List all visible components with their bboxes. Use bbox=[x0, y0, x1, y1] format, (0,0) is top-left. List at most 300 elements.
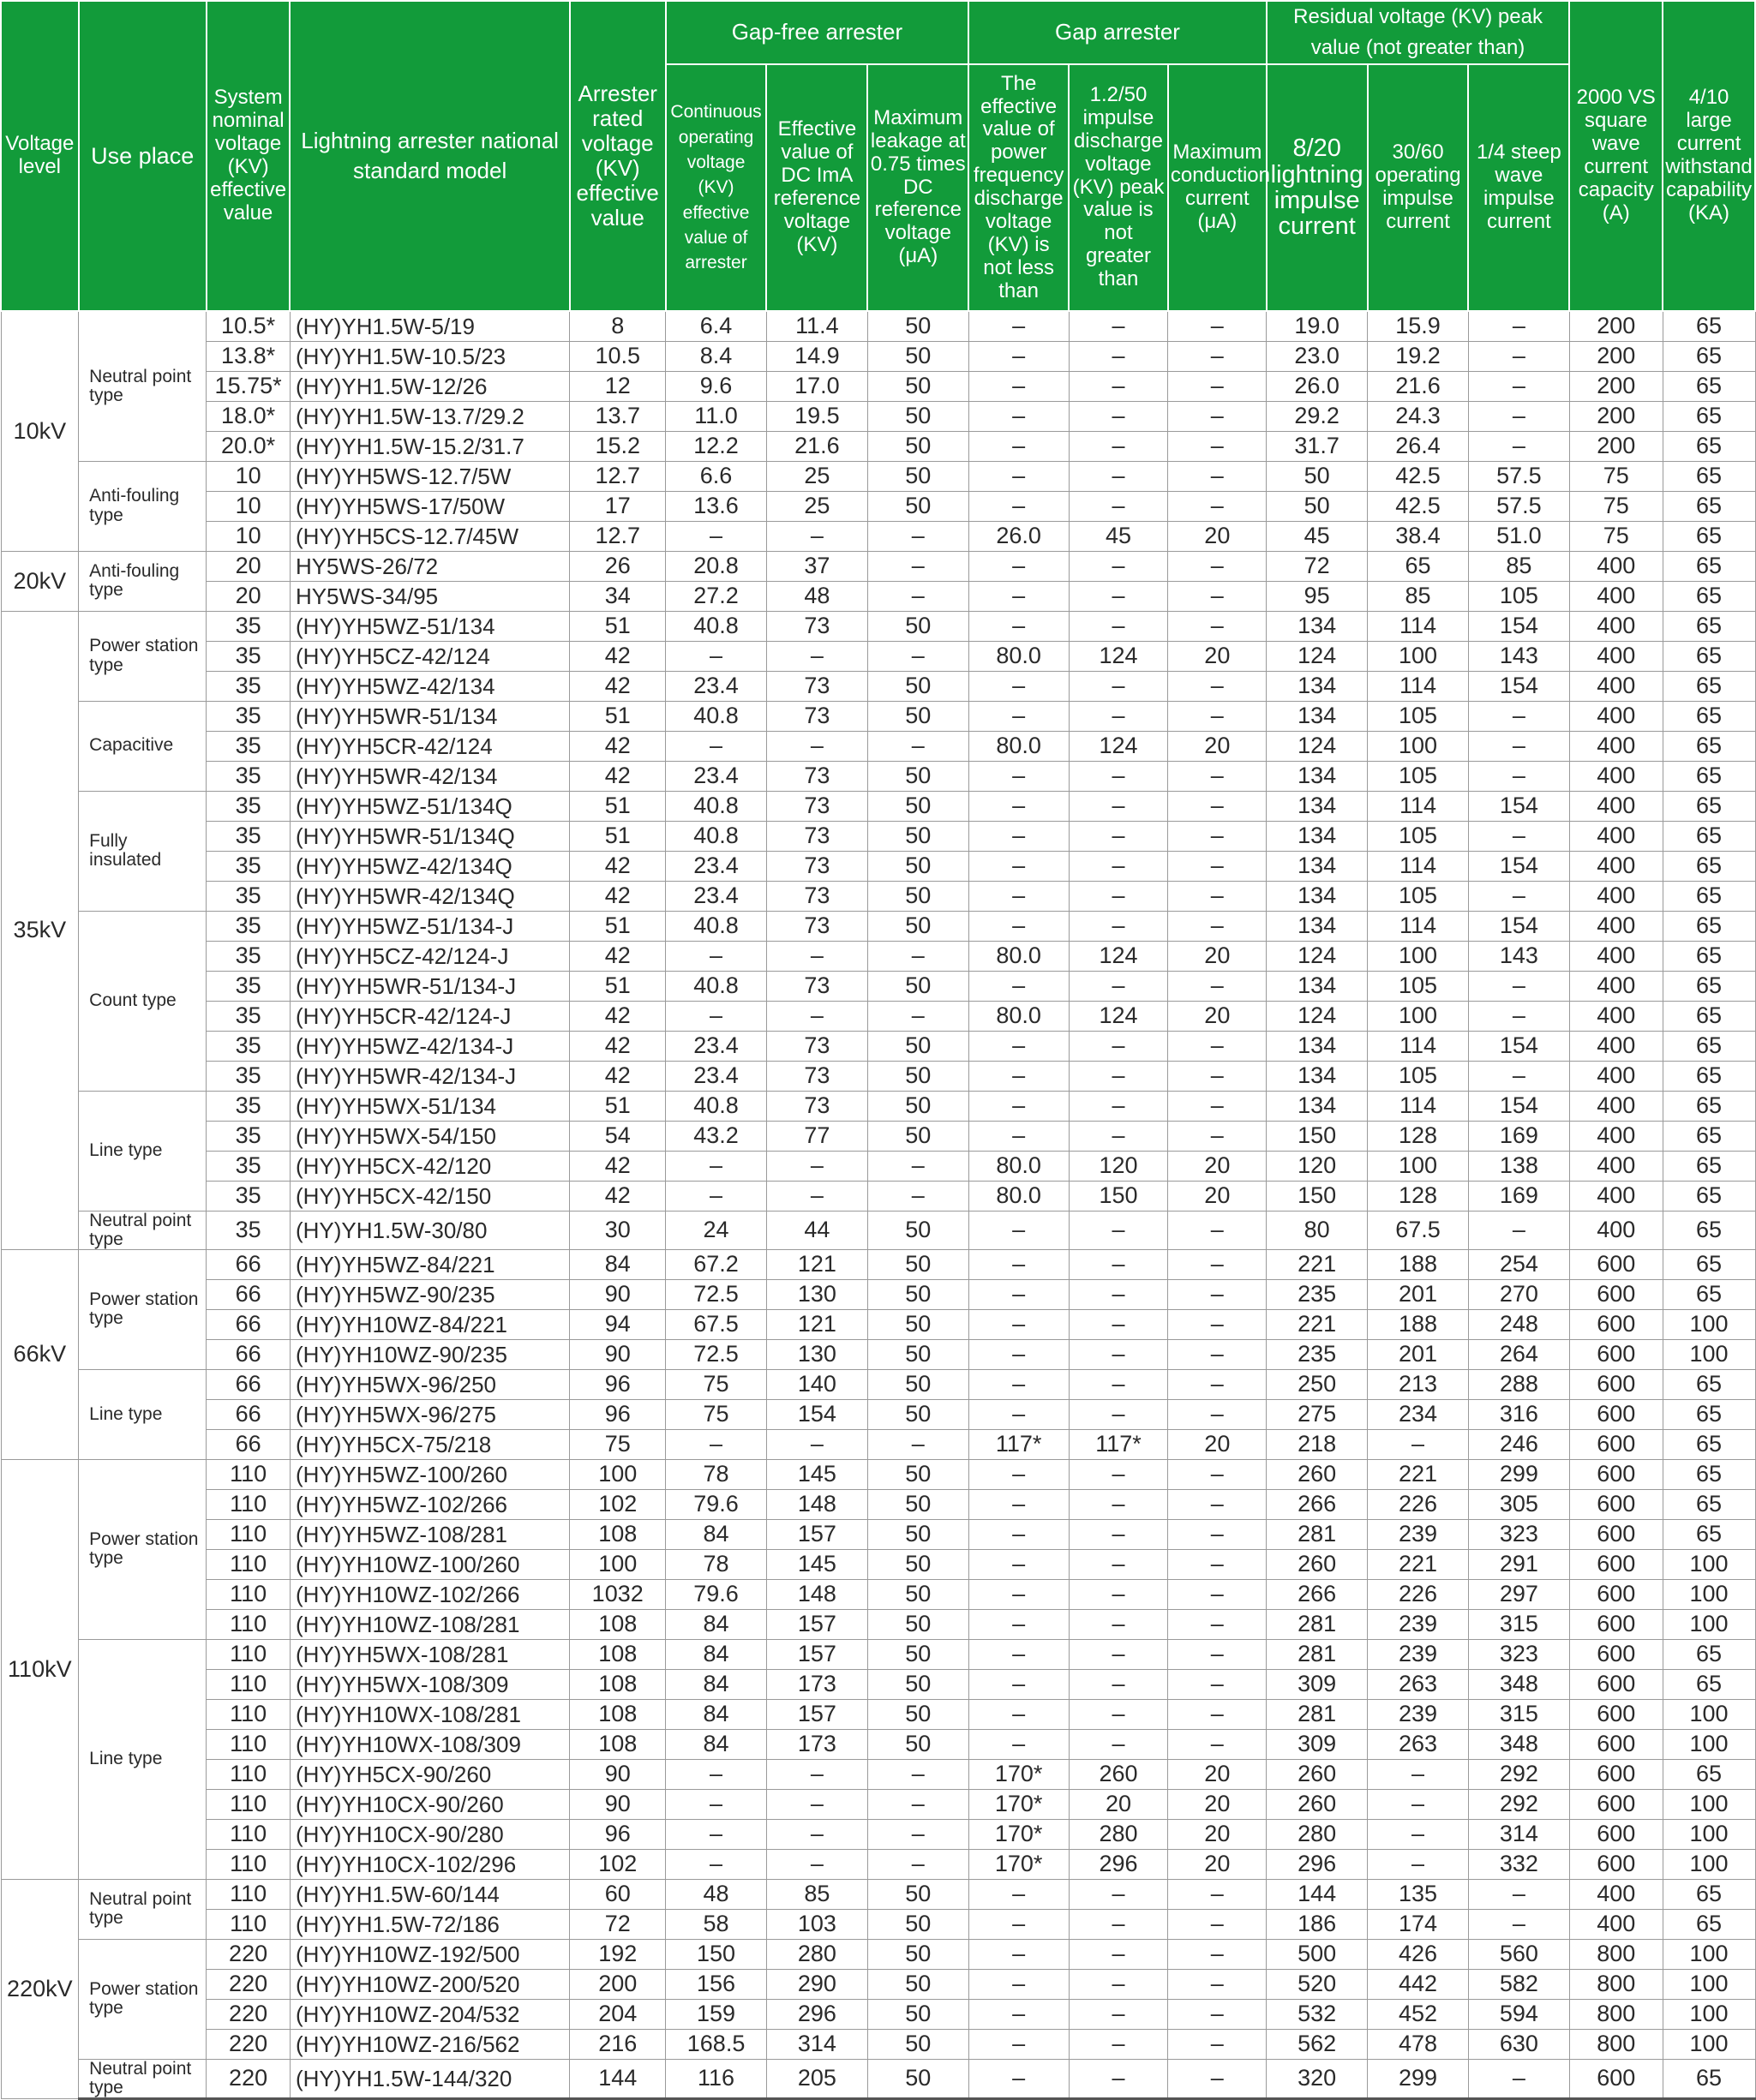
value-cell: 157 bbox=[766, 1639, 867, 1669]
table-row bbox=[1, 1279, 1755, 1309]
model-cell: (HY)YH5WR-42/134Q bbox=[290, 881, 569, 911]
value-cell: 143 bbox=[1468, 941, 1569, 971]
value-cell: 600 bbox=[1569, 1399, 1663, 1429]
value-cell: 600 bbox=[1569, 1579, 1663, 1609]
value-cell: – bbox=[1468, 431, 1569, 461]
value-cell: – bbox=[968, 1609, 1069, 1639]
value-cell: 314 bbox=[766, 2029, 867, 2059]
value-cell: 57.5 bbox=[1468, 461, 1569, 491]
value-cell: 157 bbox=[766, 1609, 867, 1639]
value-cell: 65 bbox=[1663, 1001, 1755, 1031]
header-use-place: Use place bbox=[79, 1, 207, 311]
value-cell: 400 bbox=[1569, 1181, 1663, 1211]
value-cell: 156 bbox=[666, 1969, 767, 1999]
value-cell: – bbox=[1168, 431, 1267, 461]
value-cell: – bbox=[968, 1339, 1069, 1369]
header-lightning-impulse: 8/20 lightning impulse current bbox=[1267, 64, 1368, 311]
value-cell: 85 bbox=[1468, 551, 1569, 581]
table-row bbox=[1, 461, 1755, 491]
value-cell: 50 bbox=[867, 911, 968, 941]
header-residual-voltage: Residual voltage (KV) peak value (not greater than) bbox=[1267, 1, 1570, 64]
value-cell: 110 bbox=[207, 1909, 291, 1939]
value-cell: 65 bbox=[1663, 881, 1755, 911]
value-cell: – bbox=[1168, 1489, 1267, 1519]
value-cell: – bbox=[1368, 1849, 1469, 1879]
table-row bbox=[1, 1249, 1755, 1279]
value-cell: 73 bbox=[766, 911, 867, 941]
value-cell: 65 bbox=[1663, 851, 1755, 881]
value-cell: – bbox=[1168, 371, 1267, 401]
value-cell: 40.8 bbox=[666, 791, 767, 821]
value-cell: – bbox=[1168, 1939, 1267, 1969]
header-continuous-voltage: Continuous operating voltage (KV) effective value of arrester bbox=[666, 64, 767, 311]
value-cell: 100 bbox=[1663, 1309, 1755, 1339]
value-cell: 173 bbox=[766, 1729, 867, 1759]
value-cell: 110 bbox=[207, 1639, 291, 1669]
value-cell: 90 bbox=[570, 1789, 666, 1819]
value-cell: 50 bbox=[867, 761, 968, 791]
value-cell: – bbox=[1168, 791, 1267, 821]
value-cell: 200 bbox=[1569, 431, 1663, 461]
value-cell: – bbox=[1069, 971, 1168, 1001]
value-cell: 65 bbox=[1663, 1879, 1755, 1909]
value-cell: 220 bbox=[207, 2059, 291, 2098]
value-cell: 42 bbox=[570, 1151, 666, 1181]
value-cell: – bbox=[1168, 551, 1267, 581]
model-cell: (HY)YH10WZ-192/500 bbox=[290, 1939, 569, 1969]
model-cell: (HY)YH5WX-96/275 bbox=[290, 1399, 569, 1429]
value-cell: 400 bbox=[1569, 971, 1663, 1001]
value-cell: 65 bbox=[1663, 581, 1755, 611]
value-cell: 35 bbox=[207, 1181, 291, 1211]
value-cell: 65 bbox=[1663, 821, 1755, 851]
value-cell: – bbox=[968, 881, 1069, 911]
table-row bbox=[1, 1151, 1755, 1181]
value-cell: – bbox=[1368, 1789, 1469, 1819]
value-cell: 400 bbox=[1569, 551, 1663, 581]
model-cell: (HY)YH10WX-108/281 bbox=[290, 1699, 569, 1729]
value-cell: 150 bbox=[1267, 1121, 1368, 1151]
header-system-voltage: System nominal voltage (KV) effective value bbox=[207, 1, 291, 311]
value-cell: 65 bbox=[1663, 341, 1755, 371]
header-dc-reference: Effective value of DC ImA reference voltage (KV) bbox=[766, 64, 867, 311]
value-cell: – bbox=[968, 1879, 1069, 1909]
value-cell: 143 bbox=[1468, 641, 1569, 671]
model-cell: (HY)YH5WZ-42/134 bbox=[290, 671, 569, 701]
value-cell: – bbox=[968, 1969, 1069, 1999]
value-cell: – bbox=[867, 551, 968, 581]
value-cell: 50 bbox=[867, 1031, 968, 1061]
value-cell: 204 bbox=[570, 1999, 666, 2029]
value-cell: 290 bbox=[766, 1969, 867, 1999]
value-cell: 263 bbox=[1368, 1729, 1469, 1759]
value-cell: 73 bbox=[766, 611, 867, 641]
value-cell: 11.0 bbox=[666, 401, 767, 431]
value-cell: 77 bbox=[766, 1121, 867, 1151]
value-cell: 90 bbox=[570, 1759, 666, 1789]
value-cell: – bbox=[968, 431, 1069, 461]
value-cell: 65 bbox=[1663, 1519, 1755, 1549]
value-cell: 42 bbox=[570, 941, 666, 971]
value-cell: – bbox=[968, 1639, 1069, 1669]
value-cell: 600 bbox=[1569, 1339, 1663, 1369]
value-cell: 80.0 bbox=[968, 641, 1069, 671]
value-cell: 100 bbox=[570, 1459, 666, 1489]
model-cell: (HY)YH5WZ-51/134 bbox=[290, 611, 569, 641]
value-cell: 121 bbox=[766, 1309, 867, 1339]
model-cell: (HY)YH10WZ-216/562 bbox=[290, 2029, 569, 2059]
value-cell: – bbox=[1168, 401, 1267, 431]
model-cell: HY5WS-26/72 bbox=[290, 551, 569, 581]
model-cell: (HY)YH5CS-12.7/45W bbox=[290, 521, 569, 551]
model-cell: (HY)YH10WZ-200/520 bbox=[290, 1969, 569, 1999]
model-cell: (HY)YH1.5W-10.5/23 bbox=[290, 341, 569, 371]
value-cell: 246 bbox=[1468, 1429, 1569, 1459]
value-cell: – bbox=[1168, 311, 1267, 341]
value-cell: 134 bbox=[1267, 1031, 1368, 1061]
value-cell: 400 bbox=[1569, 731, 1663, 761]
value-cell: – bbox=[1468, 2059, 1569, 2098]
table-row bbox=[1, 1849, 1755, 1879]
value-cell: 600 bbox=[1569, 1279, 1663, 1309]
value-cell: 65 bbox=[1663, 701, 1755, 731]
value-cell: – bbox=[1168, 1031, 1267, 1061]
value-cell: 108 bbox=[570, 1699, 666, 1729]
value-cell: 114 bbox=[1368, 1091, 1469, 1121]
value-cell: 65 bbox=[1663, 1151, 1755, 1181]
value-cell: 78 bbox=[666, 1549, 767, 1579]
table-row bbox=[1, 2059, 1755, 2098]
model-cell: (HY)YH5WR-42/134 bbox=[290, 761, 569, 791]
table-row bbox=[1, 1211, 1755, 1249]
table-row bbox=[1, 671, 1755, 701]
value-cell: 57.5 bbox=[1468, 491, 1569, 521]
value-cell: 221 bbox=[1267, 1309, 1368, 1339]
value-cell: 65 bbox=[1663, 401, 1755, 431]
value-cell: – bbox=[1168, 2059, 1267, 2098]
value-cell: – bbox=[968, 1211, 1069, 1249]
value-cell: 110 bbox=[207, 1789, 291, 1819]
value-cell: 600 bbox=[1569, 1309, 1663, 1339]
value-cell: 51 bbox=[570, 611, 666, 641]
value-cell: – bbox=[968, 1249, 1069, 1279]
value-cell: 630 bbox=[1468, 2029, 1569, 2059]
value-cell: 23.4 bbox=[666, 881, 767, 911]
value-cell: 124 bbox=[1267, 731, 1368, 761]
model-cell: (HY)YH5WZ-42/134Q bbox=[290, 851, 569, 881]
value-cell: 80.0 bbox=[968, 731, 1069, 761]
value-cell: 13.8* bbox=[207, 341, 291, 371]
value-cell: 105 bbox=[1368, 971, 1469, 1001]
value-cell: 43.2 bbox=[666, 1121, 767, 1151]
model-cell: (HY)YH5WX-54/150 bbox=[290, 1121, 569, 1151]
value-cell: – bbox=[1168, 881, 1267, 911]
value-cell: 50 bbox=[867, 881, 968, 911]
value-cell: 15.2 bbox=[570, 431, 666, 461]
value-cell: 400 bbox=[1569, 671, 1663, 701]
value-cell: 157 bbox=[766, 1519, 867, 1549]
value-cell: 50 bbox=[867, 1579, 968, 1609]
model-cell: (HY)YH10WZ-84/221 bbox=[290, 1309, 569, 1339]
value-cell: – bbox=[968, 311, 1069, 341]
table-row bbox=[1, 851, 1755, 881]
value-cell: 80.0 bbox=[968, 1151, 1069, 1181]
table-row bbox=[1, 1909, 1755, 1939]
value-cell: 73 bbox=[766, 1091, 867, 1121]
value-cell: 110 bbox=[207, 1609, 291, 1639]
value-cell: – bbox=[666, 1759, 767, 1789]
value-cell: 73 bbox=[766, 881, 867, 911]
value-cell: 600 bbox=[1569, 1549, 1663, 1579]
value-cell: – bbox=[1168, 911, 1267, 941]
value-cell: 144 bbox=[1267, 1879, 1368, 1909]
value-cell: 65 bbox=[1663, 1759, 1755, 1789]
table-row bbox=[1, 1181, 1755, 1211]
table-row bbox=[1, 521, 1755, 551]
value-cell: – bbox=[1069, 611, 1168, 641]
model-cell: (HY)YH5CZ-42/124 bbox=[290, 641, 569, 671]
model-cell: (HY)YH10CX-90/280 bbox=[290, 1819, 569, 1849]
value-cell: 20 bbox=[1168, 1819, 1267, 1849]
value-cell: – bbox=[1168, 1091, 1267, 1121]
table-row bbox=[1, 311, 1755, 341]
value-cell: 50 bbox=[867, 401, 968, 431]
model-cell: (HY)YH10WZ-102/266 bbox=[290, 1579, 569, 1609]
value-cell: – bbox=[1168, 1061, 1267, 1091]
value-cell: – bbox=[766, 1789, 867, 1819]
use-place-cell: Power station type bbox=[79, 611, 207, 701]
value-cell: 600 bbox=[1569, 1849, 1663, 1879]
value-cell: – bbox=[1069, 1091, 1168, 1121]
value-cell: – bbox=[867, 731, 968, 761]
value-cell: 281 bbox=[1267, 1639, 1368, 1669]
table-row bbox=[1, 1061, 1755, 1091]
value-cell: 20 bbox=[1168, 941, 1267, 971]
table-row bbox=[1, 1549, 1755, 1579]
value-cell: 67.5 bbox=[1368, 1211, 1469, 1249]
value-cell: 65 bbox=[1663, 1489, 1755, 1519]
value-cell: 140 bbox=[766, 1369, 867, 1399]
value-cell: – bbox=[1069, 2059, 1168, 2098]
value-cell: – bbox=[766, 1849, 867, 1879]
value-cell: 280 bbox=[1267, 1819, 1368, 1849]
value-cell: 75 bbox=[1569, 491, 1663, 521]
value-cell: 315 bbox=[1468, 1609, 1569, 1639]
value-cell: 37 bbox=[766, 551, 867, 581]
value-cell: 600 bbox=[1569, 1429, 1663, 1459]
value-cell: – bbox=[1069, 1699, 1168, 1729]
value-cell: 400 bbox=[1569, 1031, 1663, 1061]
use-place-cell: Count type bbox=[79, 911, 207, 1091]
use-place-cell: Power station type bbox=[79, 1939, 207, 2059]
value-cell: 73 bbox=[766, 971, 867, 1001]
value-cell: 50 bbox=[867, 341, 968, 371]
model-cell: (HY)YH5WR-51/134 bbox=[290, 701, 569, 731]
table-row bbox=[1, 551, 1755, 581]
value-cell: 35 bbox=[207, 1091, 291, 1121]
value-cell: 117* bbox=[1069, 1429, 1168, 1459]
value-cell: 31.7 bbox=[1267, 431, 1368, 461]
header-gap-free-arrester: Gap-free arrester bbox=[666, 1, 969, 64]
value-cell: 17.0 bbox=[766, 371, 867, 401]
model-cell: (HY)YH5CR-42/124-J bbox=[290, 1001, 569, 1031]
table-row bbox=[1, 1309, 1755, 1339]
value-cell: 154 bbox=[1468, 911, 1569, 941]
value-cell: 800 bbox=[1569, 1999, 1663, 2029]
value-cell: 51 bbox=[570, 791, 666, 821]
value-cell: 192 bbox=[570, 1939, 666, 1969]
value-cell: – bbox=[1069, 311, 1168, 341]
model-cell: (HY)YH1.5W-144/320 bbox=[290, 2059, 569, 2098]
model-cell: (HY)YH1.5W-15.2/31.7 bbox=[290, 431, 569, 461]
value-cell: 299 bbox=[1368, 2059, 1469, 2098]
value-cell: 42.5 bbox=[1368, 461, 1469, 491]
value-cell: 235 bbox=[1267, 1339, 1368, 1369]
value-cell: 50 bbox=[867, 1549, 968, 1579]
value-cell: 50 bbox=[867, 1879, 968, 1909]
value-cell: 72.5 bbox=[666, 1339, 767, 1369]
value-cell: 320 bbox=[1267, 2059, 1368, 2098]
value-cell: 85 bbox=[1368, 581, 1469, 611]
value-cell: – bbox=[1069, 1609, 1168, 1639]
value-cell: 51 bbox=[570, 911, 666, 941]
value-cell: 94 bbox=[570, 1309, 666, 1339]
value-cell: 170* bbox=[968, 1759, 1069, 1789]
value-cell: 264 bbox=[1468, 1339, 1569, 1369]
value-cell: – bbox=[1468, 881, 1569, 911]
value-cell: – bbox=[1168, 1609, 1267, 1639]
value-cell: 51.0 bbox=[1468, 521, 1569, 551]
value-cell: – bbox=[1368, 1429, 1469, 1459]
value-cell: 40.8 bbox=[666, 1091, 767, 1121]
value-cell: 600 bbox=[1569, 1519, 1663, 1549]
value-cell: 24 bbox=[666, 1211, 767, 1249]
value-cell: 65 bbox=[1663, 521, 1755, 551]
value-cell: 50 bbox=[867, 1639, 968, 1669]
value-cell: 110 bbox=[207, 1579, 291, 1609]
value-cell: 348 bbox=[1468, 1669, 1569, 1699]
value-cell: 23.0 bbox=[1267, 341, 1368, 371]
value-cell: – bbox=[1368, 1819, 1469, 1849]
value-cell: – bbox=[1468, 761, 1569, 791]
value-cell: 145 bbox=[766, 1459, 867, 1489]
value-cell: – bbox=[1168, 1121, 1267, 1151]
value-cell: 800 bbox=[1569, 2029, 1663, 2059]
voltage-level-cell: 220kV bbox=[1, 1879, 79, 2098]
value-cell: 114 bbox=[1368, 1031, 1469, 1061]
value-cell: 50 bbox=[867, 1459, 968, 1489]
use-place-cell: Fully insulated bbox=[79, 791, 207, 911]
value-cell: 73 bbox=[766, 821, 867, 851]
value-cell: 15.9 bbox=[1368, 311, 1469, 341]
value-cell: 42 bbox=[570, 1001, 666, 1031]
value-cell: 124 bbox=[1267, 941, 1368, 971]
value-cell: 42 bbox=[570, 641, 666, 671]
value-cell: 124 bbox=[1267, 1001, 1368, 1031]
value-cell: – bbox=[968, 851, 1069, 881]
value-cell: 452 bbox=[1368, 1999, 1469, 2029]
value-cell: 144 bbox=[570, 2059, 666, 2098]
value-cell: 8.4 bbox=[666, 341, 767, 371]
value-cell: 600 bbox=[1569, 1699, 1663, 1729]
value-cell: – bbox=[766, 1151, 867, 1181]
value-cell: 15.75* bbox=[207, 371, 291, 401]
value-cell: 100 bbox=[1368, 731, 1469, 761]
model-cell: (HY)YH10WZ-90/235 bbox=[290, 1339, 569, 1369]
value-cell: – bbox=[968, 611, 1069, 641]
value-cell: 200 bbox=[1569, 371, 1663, 401]
value-cell: 560 bbox=[1468, 1939, 1569, 1969]
value-cell: 124 bbox=[1267, 641, 1368, 671]
use-place-cell: Line type bbox=[79, 1639, 207, 1879]
value-cell: – bbox=[1168, 1699, 1267, 1729]
value-cell: 50 bbox=[867, 491, 968, 521]
value-cell: 200 bbox=[570, 1969, 666, 1999]
value-cell: 65 bbox=[1663, 731, 1755, 761]
value-cell: 170* bbox=[968, 1789, 1069, 1819]
value-cell: 110 bbox=[207, 1819, 291, 1849]
value-cell: 65 bbox=[1663, 1459, 1755, 1489]
value-cell: – bbox=[1368, 1759, 1469, 1789]
value-cell: 12.7 bbox=[570, 461, 666, 491]
value-cell: 108 bbox=[570, 1609, 666, 1639]
value-cell: 20 bbox=[1168, 1151, 1267, 1181]
value-cell: – bbox=[1468, 731, 1569, 761]
value-cell: – bbox=[1468, 1211, 1569, 1249]
value-cell: 19.0 bbox=[1267, 311, 1368, 341]
table-row bbox=[1, 1639, 1755, 1669]
value-cell: 305 bbox=[1468, 1489, 1569, 1519]
value-cell: 65 bbox=[1663, 671, 1755, 701]
value-cell: 35 bbox=[207, 1211, 291, 1249]
model-cell: (HY)YH5WZ-108/281 bbox=[290, 1519, 569, 1549]
header-operating-impulse: 30/60 operating impulse current bbox=[1368, 64, 1469, 311]
value-cell: 20.0* bbox=[207, 431, 291, 461]
value-cell: 124 bbox=[1069, 1001, 1168, 1031]
value-cell: – bbox=[1069, 491, 1168, 521]
value-cell: 12.2 bbox=[666, 431, 767, 461]
table-header bbox=[1, 1, 1755, 311]
model-cell: (HY)YH5CX-42/150 bbox=[290, 1181, 569, 1211]
value-cell: 35 bbox=[207, 701, 291, 731]
value-cell: 75 bbox=[1569, 461, 1663, 491]
value-cell: 26.0 bbox=[968, 521, 1069, 551]
value-cell: – bbox=[1069, 551, 1168, 581]
use-place-cell: Line type bbox=[79, 1369, 207, 1459]
value-cell: 600 bbox=[1569, 2059, 1663, 2098]
model-cell: (HY)YH5WZ-100/260 bbox=[290, 1459, 569, 1489]
value-cell: – bbox=[666, 1789, 767, 1819]
table-row bbox=[1, 821, 1755, 851]
value-cell: 50 bbox=[867, 1091, 968, 1121]
value-cell: 35 bbox=[207, 671, 291, 701]
value-cell: 159 bbox=[666, 1999, 767, 2029]
value-cell: – bbox=[968, 1031, 1069, 1061]
value-cell: 25 bbox=[766, 461, 867, 491]
table-row bbox=[1, 611, 1755, 641]
value-cell: 35 bbox=[207, 791, 291, 821]
value-cell: 400 bbox=[1569, 1001, 1663, 1031]
value-cell: 65 bbox=[1663, 641, 1755, 671]
value-cell: – bbox=[1069, 1279, 1168, 1309]
value-cell: 11.4 bbox=[766, 311, 867, 341]
table-row bbox=[1, 1121, 1755, 1151]
value-cell: – bbox=[766, 731, 867, 761]
value-cell: – bbox=[1168, 1669, 1267, 1699]
value-cell: 105 bbox=[1368, 1061, 1469, 1091]
value-cell: 128 bbox=[1368, 1181, 1469, 1211]
value-cell: 400 bbox=[1569, 1151, 1663, 1181]
